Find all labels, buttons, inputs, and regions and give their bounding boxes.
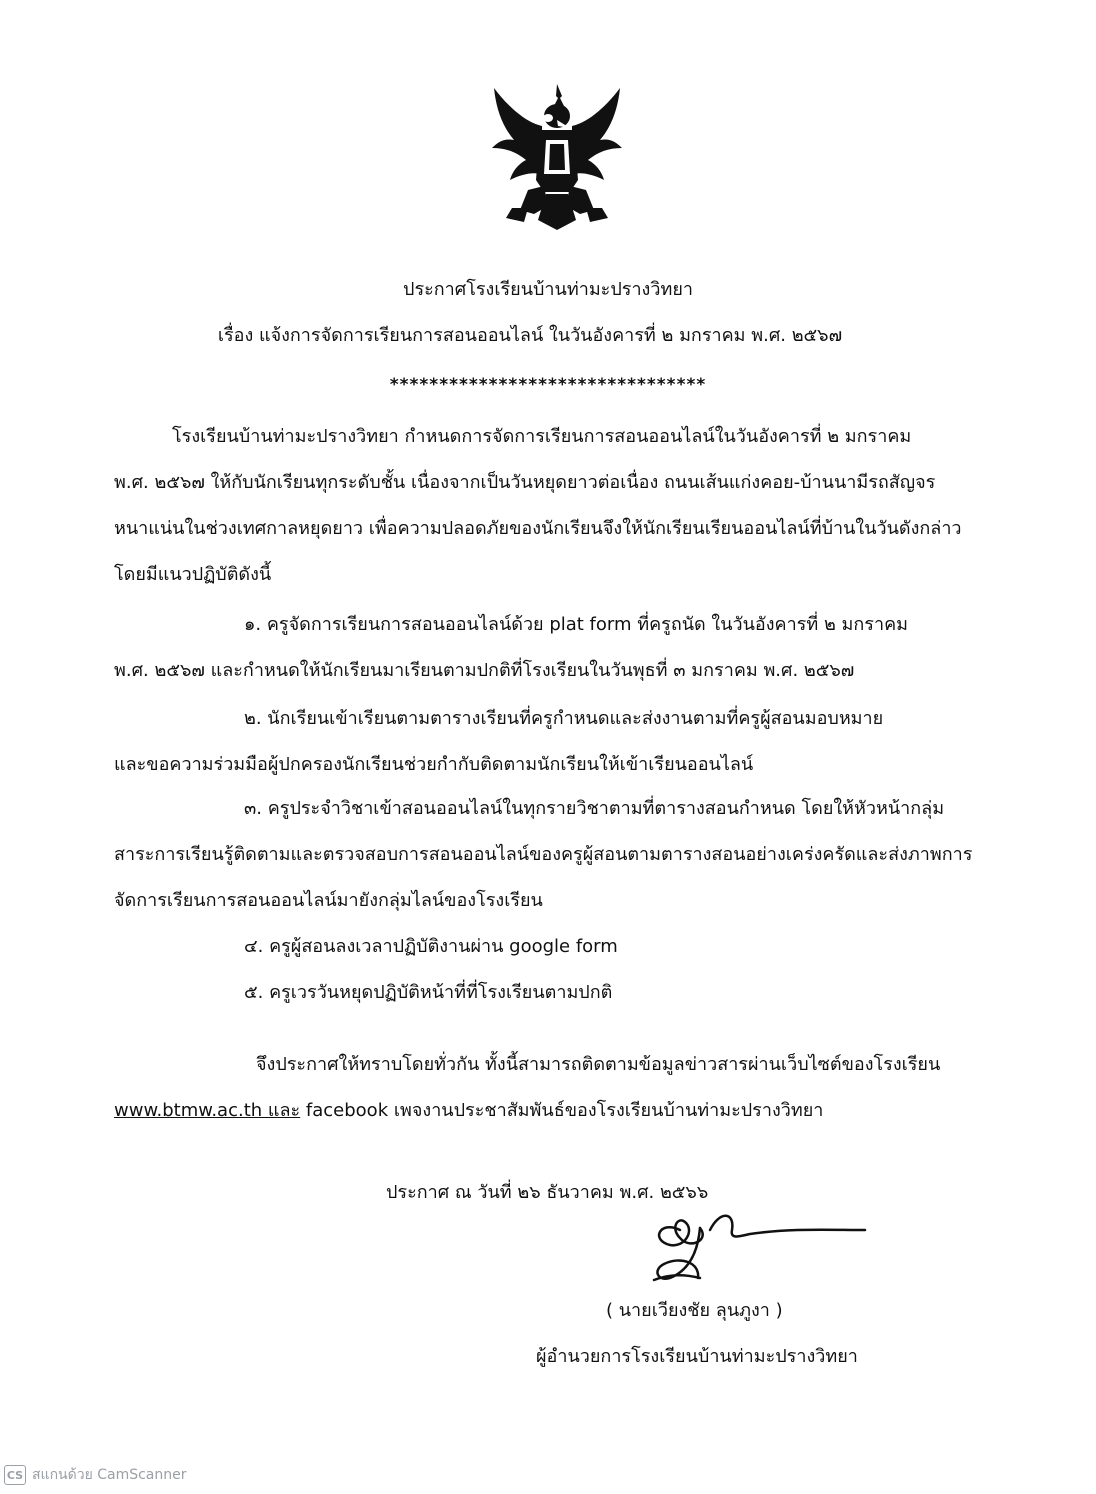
item-3-line-1: ๓. ครูประจำวิชาเข้าสอนออนไลน์ในทุกรายวิชาตามที่ตารางสอนกำหนด โดยให้หัวหน้ากลุ่ม xyxy=(244,798,945,819)
item-1-line-1: ๑. ครูจัดการเรียนการสอนออนไลน์ด้วย plat form ที่ครูถนัด ในวันอังคารที่ ๒ มกราคม xyxy=(244,614,908,635)
signatory-position: ผู้อำนวยการโรงเรียนบ้านท่ามะปรางวิทยา xyxy=(536,1346,858,1367)
item-3-line-2: สาระการเรียนรู้ติดตามและตรวจสอบการสอนออนไลน์ของครูผู้สอนตามตารางสอนอย่างเคร่งครัดและส่งภาพการ xyxy=(114,844,973,865)
announcement-date: ประกาศ ณ วันที่ ๒๖ ธันวาคม พ.ศ. ๒๕๖๖ xyxy=(386,1182,709,1203)
announcement-title: ประกาศโรงเรียนบ้านท่ามะปรางวิทยา xyxy=(403,279,693,300)
item-2-line-2: และขอความร่วมมือผู้ปกครองนักเรียนช่วยกำกับติดตามนักเรียนให้เข้าเรียนออนไลน์ xyxy=(114,754,754,775)
item-1-line-2: พ.ศ. ๒๕๖๗ และกำหนดให้นักเรียนมาเรียนตามปกติที่โรงเรียนในวันพุธที่ ๓ มกราคม พ.ศ. ๒๕๖๗ xyxy=(114,660,855,681)
signatory-name: ( นายเวียงชัย ลุนภูงา ) xyxy=(606,1300,783,1321)
closing-line-2 xyxy=(114,1098,823,1124)
item-4: ๔. ครูผู้สอนลงเวลาปฏิบัติงานผ่าน google form xyxy=(244,936,618,957)
camscanner-logo-icon: CS xyxy=(4,1465,26,1485)
handwritten-signature-icon xyxy=(640,1200,870,1300)
item-2-line-1: ๒. นักเรียนเข้าเรียนตามตารางเรียนที่ครูกำหนดและส่งงานตามที่ครูผู้สอนมอบหมาย xyxy=(244,708,884,729)
intro-line-2: พ.ศ. ๒๕๖๗ ให้กับนักเรียนทุกระดับชั้น เนื่องจากเป็นวันหยุดยาวต่อเนื่อง ถนนเส้นแก่งคอย-บ้านนามีรถสัญจร xyxy=(114,472,936,493)
closing-line-2-text: facebook เพจงานประชาสัมพันธ์ของโรงเรียนบ้านท่ามะปรางวิทยา xyxy=(300,1100,824,1121)
item-5: ๕. ครูเวรวันหยุดปฏิบัติหน้าที่ที่โรงเรียนตามปกติ xyxy=(244,982,613,1003)
intro-line-4: โดยมีแนวปฏิบัติดังนี้ xyxy=(114,564,272,585)
intro-line-3: หนาแน่นในช่วงเทศกาลหยุดยาว เพื่อความปลอดภัยของนักเรียนจึงให้นักเรียนเรียนออนไลน์ที่บ้านในวันดังกล่าว xyxy=(114,518,962,539)
closing-line-1: จึงประกาศให้ทราบโดยทั่วกัน ทั้งนี้สามารถติดตามข้อมูลข่าวสารผ่านเว็บไซต์ของโรงเรียน xyxy=(256,1054,941,1075)
item-3-line-3: จัดการเรียนการสอนออนไลน์มายังกลุ่มไลน์ของโรงเรียน xyxy=(114,890,543,911)
announcement-subject: เรื่อง แจ้งการจัดการเรียนการสอนออนไลน์ ในวันอังคารที่ ๒ มกราคม พ.ศ. ๒๕๖๗ xyxy=(217,325,843,346)
separator-line: ******************************** xyxy=(389,375,707,395)
camscanner-watermark xyxy=(4,1464,187,1486)
garuda-emblem-icon xyxy=(484,82,630,232)
camscanner-text: สแกนด้วย CamScanner xyxy=(32,1467,187,1483)
intro-line-1: โรงเรียนบ้านท่ามะปรางวิทยา กำหนดการจัดการเรียนการสอนออนไลน์ในวันอังคารที่ ๒ มกราคม xyxy=(172,426,912,447)
website-link[interactable]: www.btmw.ac.th และ xyxy=(114,1100,301,1121)
